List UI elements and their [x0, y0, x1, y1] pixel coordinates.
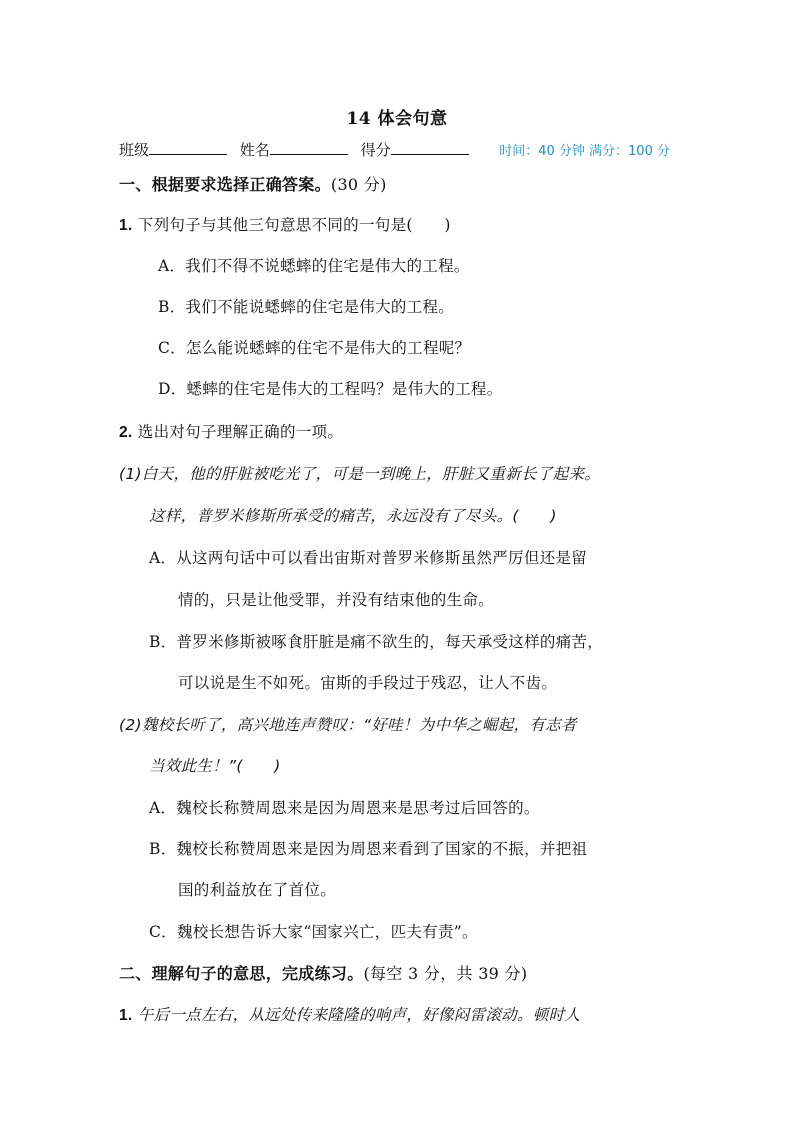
s1-q2-sub1-quote-line1: (1)白天，他的肝脏被吃光了，可是一到晚上，肝脏又重新长了起来。 — [119, 465, 601, 483]
page-title: 14 体会句意 — [346, 109, 448, 129]
s2-q1-number: 1. — [119, 1007, 133, 1024]
s2-q1-text: 午后一点左右，从远处传来隆隆的响声，好像闷雷滚动。顿时人 — [137, 1006, 581, 1024]
s1-q2-stem-line — [119, 420, 343, 442]
s1-q1-number: 1. — [119, 217, 133, 234]
s1-q1-option-a[interactable]: A．我们不得不说蟋蟀的住宅是伟大的工程。 — [158, 257, 470, 275]
s1-q2-sub1-option-a-line2[interactable]: 情的，只是让他受罪，并没有结束他的生命。 — [178, 591, 495, 609]
s1-q2-sub1-option-a-line1[interactable]: A．从这两句话中可以看出宙斯对普罗米修斯虽然严厉但还是留 — [149, 549, 588, 567]
section2-title: 二、理解句子的意思，完成练习。 — [119, 964, 364, 983]
time-and-score-info: 时间：40 分钟 满分：100 分 — [499, 144, 670, 159]
score-label: 得分 — [360, 141, 391, 159]
s1-q1-option-c[interactable]: C．怎么能说蟋蟀的住宅不是伟大的工程呢？ — [158, 339, 471, 357]
s1-q1-stem-line — [119, 213, 451, 235]
s1-q2-sub2-option-c[interactable]: C．魏校长想告诉大家“国家兴亡，匹夫有责”。 — [149, 923, 478, 941]
s1-q1-option-d[interactable]: D．蟋蟀的住宅是伟大的工程吗？是伟大的工程。 — [158, 380, 503, 398]
s1-q2-sub2-option-a[interactable]: A．魏校长称赞周恩来是因为周恩来是思考过后回答的。 — [149, 799, 540, 817]
class-label: 班级 — [119, 141, 150, 159]
section1-heading — [119, 172, 387, 195]
name-label: 姓名 — [239, 141, 270, 159]
s1-q2-number: 2. — [119, 424, 133, 441]
s1-q2-stem: 选出对句子理解正确的一项。 — [137, 423, 344, 441]
section1-title: 一、根据要求选择正确答案。 — [119, 175, 331, 194]
section2-points: (每空 3 分，共 39 分) — [363, 964, 528, 983]
s1-q2-sub1-option-b-line1[interactable]: B．普罗米修斯被啄食肝脏是痛不欲生的，每天承受这样的痛苦， — [149, 633, 604, 651]
class-blank[interactable] — [149, 138, 227, 155]
name-blank[interactable] — [270, 138, 348, 155]
s1-q2-sub1-quote-line2: 这样，普罗米修斯所承受的痛苦，永远没有了尽头。( ) — [149, 507, 557, 525]
s1-q2-sub2-option-b-line1[interactable]: B．魏校长称赞周恩来是因为周恩来看到了国家的不振，并把祖 — [149, 840, 588, 858]
section2-heading — [119, 961, 527, 984]
s2-q1-line — [119, 1003, 580, 1025]
section1-points: (30 分) — [330, 175, 387, 194]
s1-q2-sub1-option-b-line2[interactable]: 可以说是生不如死。宙斯的手段过于残忍，让人不齿。 — [178, 674, 558, 692]
s1-q2-sub2-option-b-line2[interactable]: 国的利益放在了首位。 — [178, 881, 337, 899]
s1-q2-sub2-quote-line2: 当效此生！”( ) — [149, 757, 281, 775]
s1-q2-sub2-quote-line1: (2)魏校长听了，高兴地连声赞叹：“好哇！为中华之崛起，有志者 — [119, 716, 577, 734]
score-blank[interactable] — [391, 138, 469, 155]
s1-q1-option-b[interactable]: B．我们不能说蟋蟀的住宅是伟大的工程。 — [158, 298, 455, 316]
s1-q1-stem: 下列句子与其他三句意思不同的一句是( ) — [137, 216, 451, 234]
